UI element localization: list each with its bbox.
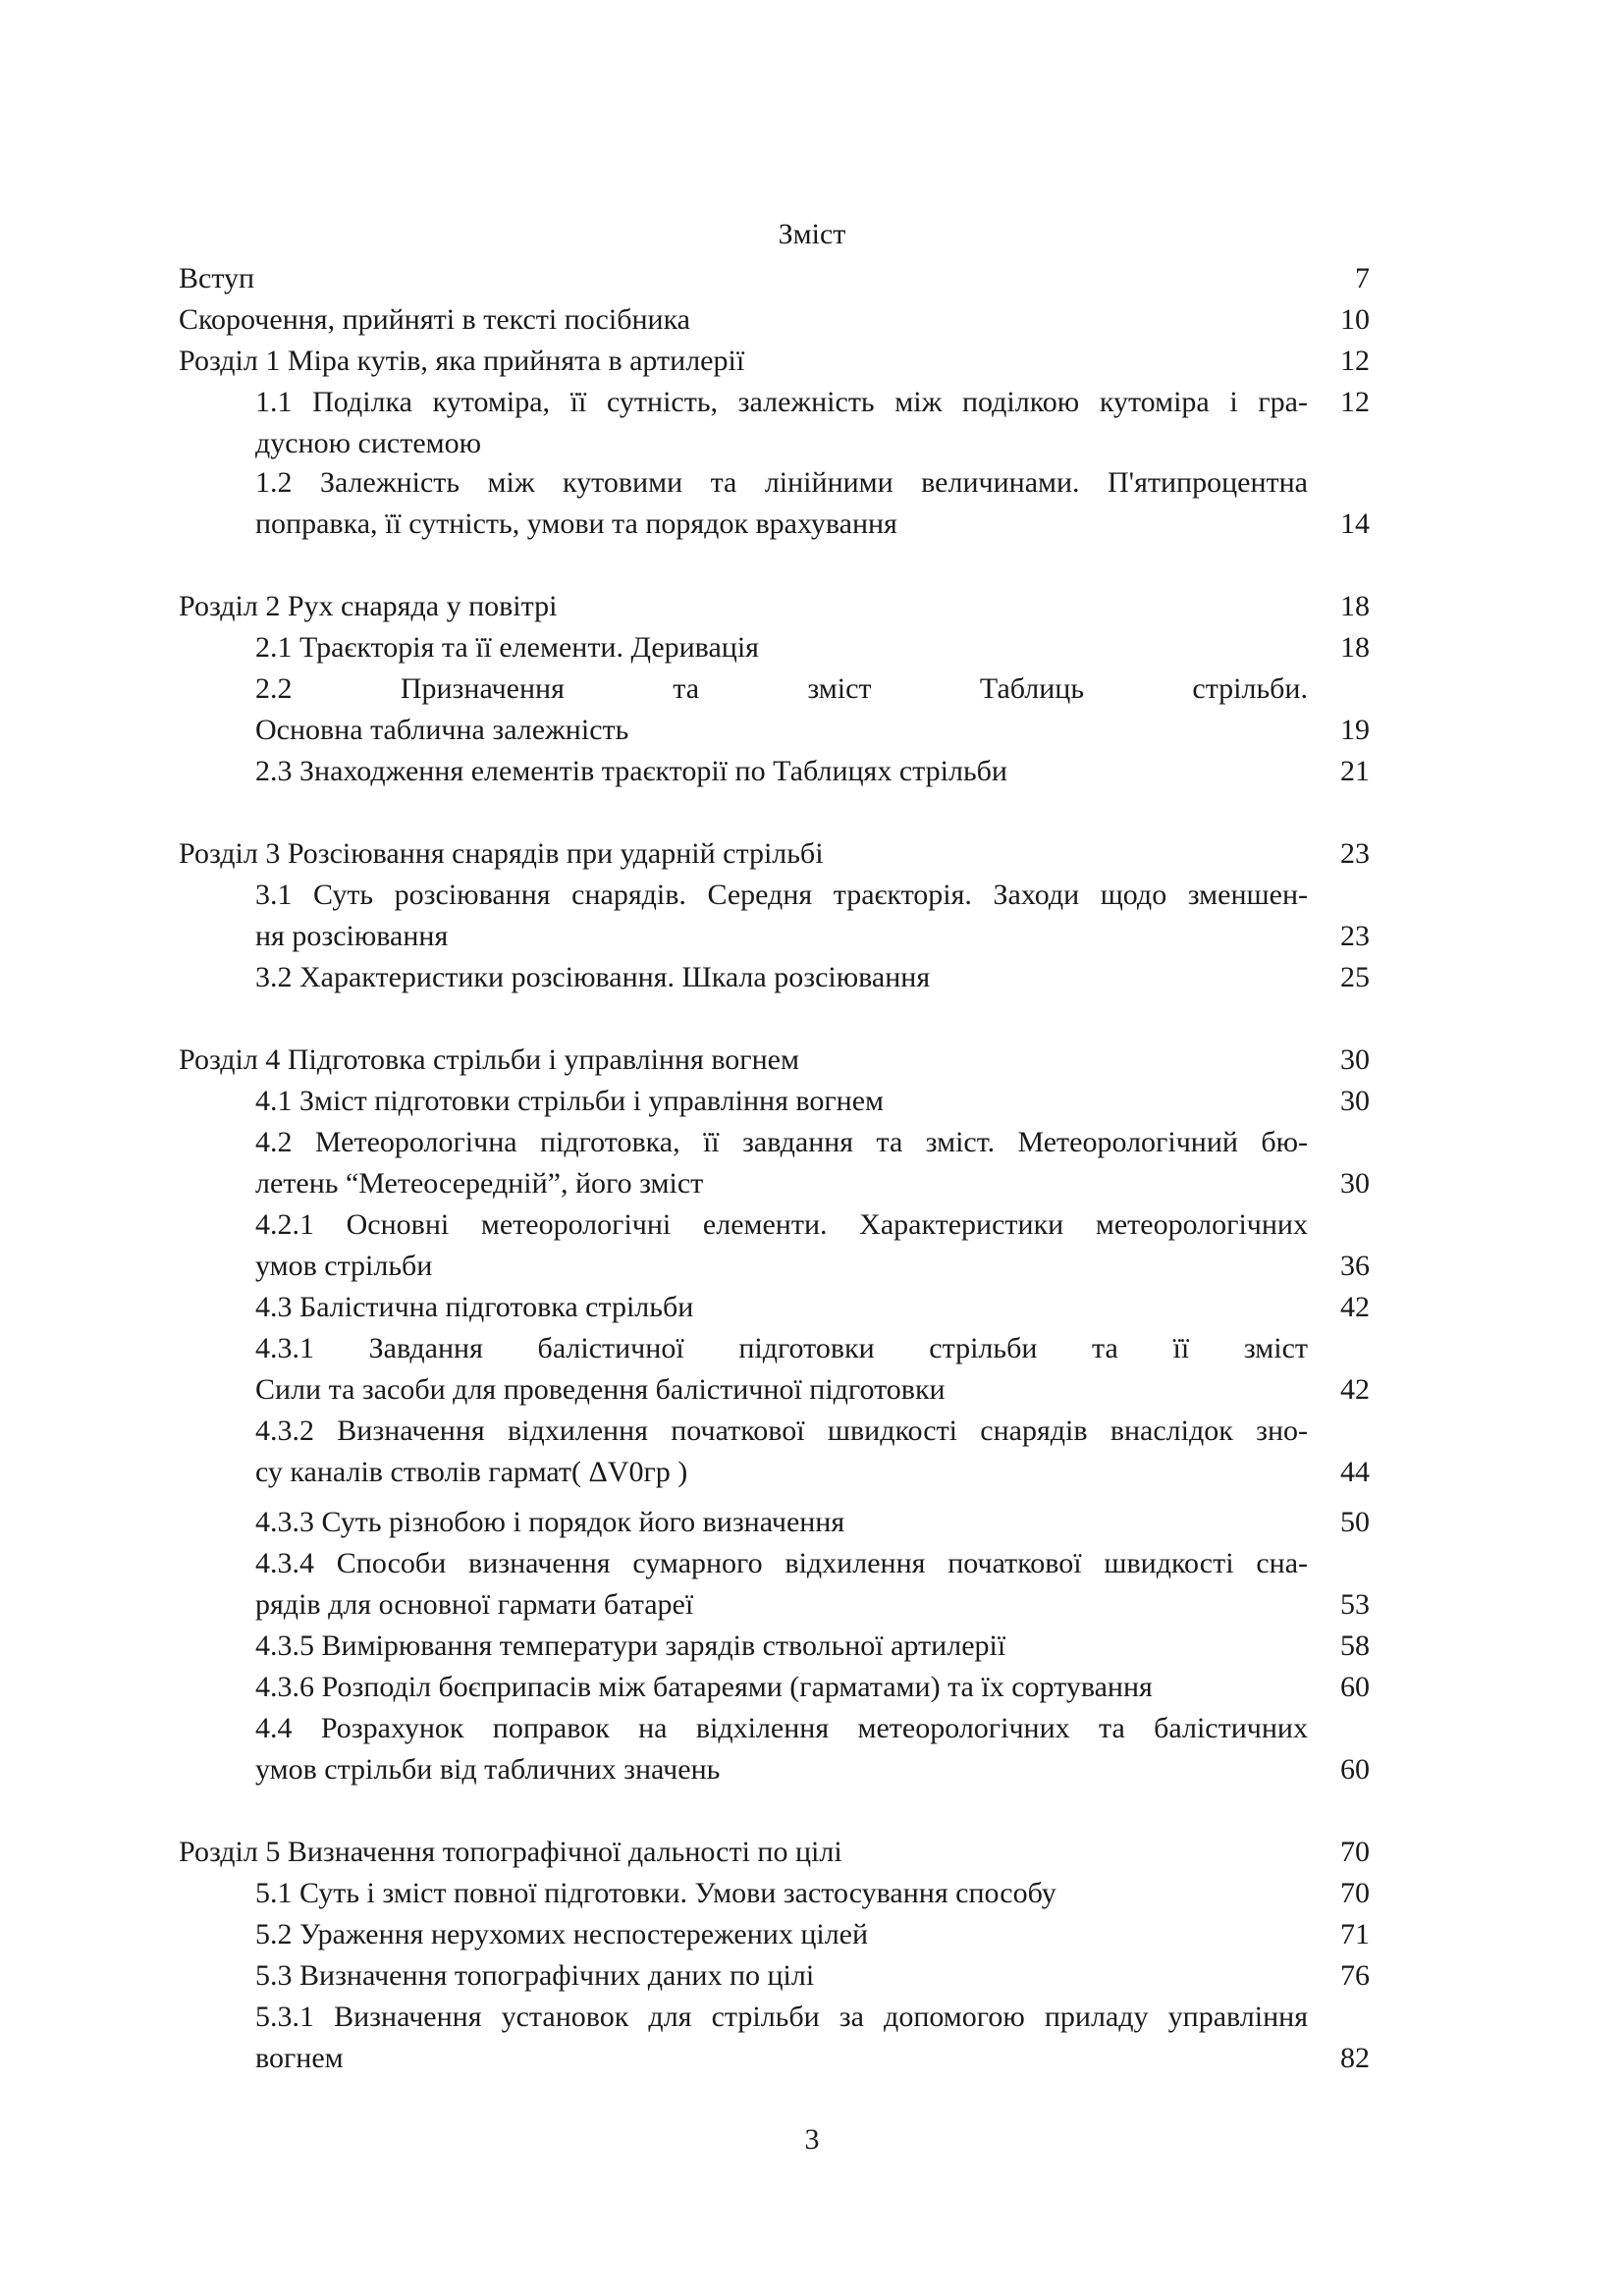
toc-entry-title xyxy=(255,1122,1308,1204)
toc-entry-line: Скорочення, прийняті в тексті посібника xyxy=(179,303,691,336)
toc-entry-title xyxy=(255,1873,1308,1914)
toc-entry-title xyxy=(255,1708,1308,1790)
toc-entry-line: 5.2 Ураження нерухомих неспостережених цілей xyxy=(255,1918,869,1950)
toc-entry-line: Основна таблична залежність xyxy=(255,714,629,746)
toc-entry-page: 7 xyxy=(1355,262,1370,294)
toc-entry-line: 4.3.5 Вимірювання температури зарядів ствольної артилерії xyxy=(255,1629,1006,1662)
toc-entry-title xyxy=(255,627,1308,668)
toc-entry-line: 4.1 Зміст підготовки стрільби і управління вогнем xyxy=(255,1085,885,1117)
toc-entry-page: 53 xyxy=(1340,1588,1370,1621)
toc-entry-line: Сили та засоби для проведення балістичної підготовки xyxy=(255,1373,946,1406)
toc-entry-title xyxy=(255,668,1308,751)
toc-entry-title xyxy=(255,1081,1308,1122)
toc-entry-page: 70 xyxy=(1340,1836,1370,1868)
toc-entry-title xyxy=(255,1204,1308,1287)
toc-entry-page: 10 xyxy=(1340,303,1370,336)
toc-entry-title xyxy=(255,1997,1308,2079)
toc-entry-line: 5.1 Суть і зміст повної підготовки. Умови застосування способу xyxy=(255,1877,1056,1909)
toc-entry-page: 71 xyxy=(1340,1918,1370,1950)
toc-entry-title xyxy=(255,1543,1308,1626)
toc-entry-line: 4.4 Розрахунок поправок на відхілення метеорологічних та балістичних xyxy=(255,1712,1308,1744)
toc-entry-page: 50 xyxy=(1340,1506,1370,1538)
toc-entry-title xyxy=(179,341,1259,382)
toc-entry-title xyxy=(179,586,1259,627)
toc-entry-title xyxy=(255,1502,1308,1543)
toc-entry-page: 58 xyxy=(1340,1629,1370,1662)
toc-entry-line: вогнем xyxy=(255,2042,344,2074)
toc-entry-page: 14 xyxy=(1340,507,1370,540)
toc-entry-line: су каналів стволів гармат( ΔV0гр ) xyxy=(255,1456,688,1488)
toc-entry-line: 4.3.1 Завдання балістичної підготовки стрільби та її зміст xyxy=(255,1332,1308,1364)
toc-entry-page: 25 xyxy=(1340,961,1370,993)
toc-entry-page: 18 xyxy=(1340,631,1370,664)
toc-entry-title xyxy=(179,299,1259,341)
toc-entry-line: 5.3.1 Визначення установок для стрільби за допомогою приладу управління xyxy=(255,2001,1308,2033)
toc-entry-line: летень “Метеосередній”, його зміст xyxy=(255,1167,704,1200)
toc-entry-title xyxy=(255,1667,1308,1708)
toc-entry-page: 12 xyxy=(1340,386,1370,418)
toc-entry-page: 23 xyxy=(1340,837,1370,870)
toc-entry-title xyxy=(255,382,1308,464)
toc-entry-page: 60 xyxy=(1340,1671,1370,1703)
toc-entry-page: 23 xyxy=(1340,920,1370,952)
toc-entry-line: 3.1 Суть розсіювання снарядів. Середня траєкторія. Заходи щодо зменшен- xyxy=(255,879,1308,911)
toc-entry-line: ня розсіювання xyxy=(255,920,449,952)
toc-entry-title xyxy=(255,1328,1308,1411)
toc-entry-line: 1.1 Поділка кутоміра, її сутність, залежність між поділкою кутоміра і гра- xyxy=(255,386,1308,418)
toc-entry-title xyxy=(255,875,1308,957)
toc-entry-line: 3.2 Характеристики розсіювання. Шкала розсіювання xyxy=(255,961,931,993)
toc-entry-page: 70 xyxy=(1340,1877,1370,1909)
toc-entry-page: 30 xyxy=(1340,1167,1370,1200)
toc-entry-line: 4.3.4 Способи визначення сумарного відхилення початкової швидкості сна- xyxy=(255,1547,1308,1579)
toc-entry-line: умов стрільби xyxy=(255,1250,433,1282)
toc-entry-line: Розділ 5 Визначення топографічної дальності по цілі xyxy=(179,1836,842,1868)
toc-entry-page: 42 xyxy=(1340,1373,1370,1406)
toc-entry-title xyxy=(255,1411,1308,1493)
toc-entry-line: Розділ 3 Розсіювання снарядів при ударній стрільбі xyxy=(179,837,824,870)
toc-entry-line: 5.3 Визначення топографічних даних по цілі xyxy=(255,1959,815,1992)
toc-entry-title xyxy=(255,1287,1308,1328)
toc-entry-page: 36 xyxy=(1340,1250,1370,1282)
toc-entry-page: 12 xyxy=(1340,345,1370,377)
toc-entry-page: 82 xyxy=(1340,2042,1370,2074)
toc-entry-line: 4.3.2 Визначення відхилення початкової швидкості снарядів внаслідок зно- xyxy=(255,1415,1308,1447)
toc-entry-line: 2.2 Призначення та зміст Таблиць стрільби. xyxy=(255,672,1308,705)
page-title: Зміст xyxy=(778,218,846,250)
toc-entry-title xyxy=(179,258,1259,299)
toc-entry-title xyxy=(255,1914,1308,1955)
toc-entry-line: поправка, її сутність, умови та порядок врахування xyxy=(255,507,897,540)
toc-entry-line: 4.3.3 Суть різнобою і порядок його визначення xyxy=(255,1506,845,1538)
toc-entry-title xyxy=(179,1832,1259,1873)
toc-entry-line: умов стрільби від табличних значень xyxy=(255,1753,721,1786)
toc-entry-line: 2.3 Знаходження елементів траєкторії по Таблицях стрільби xyxy=(255,755,1007,787)
toc-entry-page: 30 xyxy=(1340,1043,1370,1076)
page-number: 3 xyxy=(804,2123,820,2156)
toc-entry-line: Розділ 1 Міра кутів, яка прийнята в артилерії xyxy=(179,345,745,377)
toc-entry-page: 44 xyxy=(1340,1456,1370,1488)
toc-entry-title xyxy=(179,833,1259,875)
toc-entry-page: 30 xyxy=(1340,1085,1370,1117)
toc-entry-line: 1.2 Залежність між кутовими та лінійними величинами. П'ятипроцентна xyxy=(255,466,1308,499)
toc-entry-line: Розділ 2 Рух снаряда у повітрі xyxy=(179,590,558,622)
toc-entry-page: 21 xyxy=(1340,755,1370,787)
toc-entry-line: 2.1 Траєкторія та її елементи. Деривація xyxy=(255,631,759,664)
toc-entry-page: 19 xyxy=(1340,714,1370,746)
toc-entry-title xyxy=(255,462,1308,545)
toc-entry-title xyxy=(255,1955,1308,1997)
toc-entry-line: 4.3.6 Розподіл боєприпасів між батареями (гарматами) та їх сортування xyxy=(255,1671,1153,1703)
toc-entry-title xyxy=(179,1040,1259,1081)
toc-entry-line: дусною системою xyxy=(255,427,482,459)
toc-entry-line: рядів для основної гармати батареї xyxy=(255,1588,694,1621)
toc-entry-line: Вступ xyxy=(179,262,255,294)
toc-entry-line: Розділ 4 Підготовка стрільби і управління вогнем xyxy=(179,1043,799,1076)
toc-entry-line: 4.3 Балістична підготовка стрільби xyxy=(255,1291,694,1323)
toc-entry-title xyxy=(255,751,1308,792)
toc-entry-line: 4.2.1 Основні метеорологічні елементи. Характеристики метеорологічних xyxy=(255,1208,1308,1241)
toc-entry-page: 42 xyxy=(1340,1291,1370,1323)
toc-entry-page: 60 xyxy=(1340,1753,1370,1786)
toc-entry-line: 4.2 Метеорологічна підготовка, її завдання та зміст. Метеорологічний бю- xyxy=(255,1126,1308,1158)
toc-entry-title xyxy=(255,957,1308,998)
toc-entry-title xyxy=(255,1626,1308,1667)
toc-entry-page: 76 xyxy=(1340,1959,1370,1992)
toc-entry-page: 18 xyxy=(1340,590,1370,622)
